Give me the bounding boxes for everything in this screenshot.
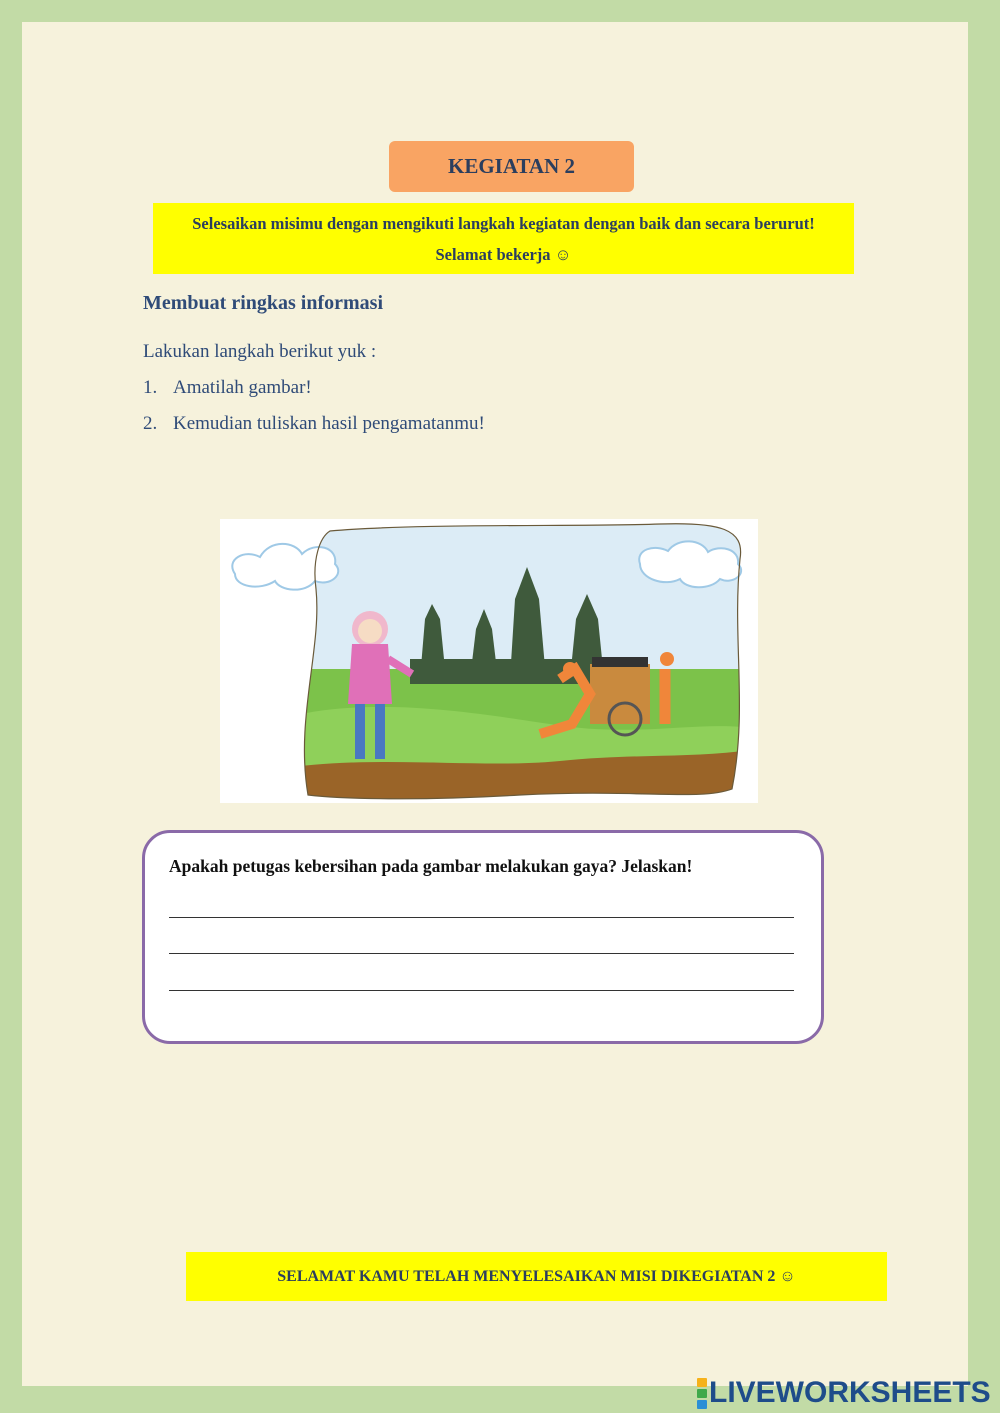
liveworksheets-logo[interactable]: [697, 1376, 991, 1410]
step-number: 1.: [143, 377, 158, 398]
illustration-svg: [220, 519, 758, 803]
logo-blocks-icon: [697, 1377, 707, 1410]
step-text: Amatilah gambar!: [173, 377, 312, 398]
step-item: [143, 377, 312, 399]
temple-cleaning-illustration: [220, 519, 758, 803]
instruction-banner: [153, 203, 854, 274]
answer-line[interactable]: [169, 917, 794, 918]
activity-title: KEGIATAN 2: [389, 141, 634, 192]
closing-text: SELAMAT KAMU TELAH MENYELESAIKAN MISI DIKEGIATAN 2 ☺: [277, 1267, 796, 1285]
step-text: Kemudian tuliskan hasil pengamatanmu!: [173, 413, 485, 434]
logo-text: LIVEWORKSHEETS: [709, 1376, 991, 1409]
answer-box: [142, 830, 824, 1044]
question-text: Apakah petugas kebersihan pada gambar melakukan gaya? Jelaskan!: [169, 856, 693, 876]
step-number: 2.: [143, 413, 158, 434]
section-title: Membuat ringkas informasi: [143, 292, 383, 314]
steps-intro: Lakukan langkah berikut yuk :: [143, 341, 377, 362]
instruction-text: Selesaikan misimu dengan mengikuti langkah kegiatan dengan baik dan secara berurut! Selamat bekerja ☺: [192, 213, 815, 264]
answer-line[interactable]: [169, 990, 794, 991]
answer-line[interactable]: [169, 953, 794, 954]
step-item: [143, 413, 485, 435]
closing-banner: [186, 1252, 887, 1301]
